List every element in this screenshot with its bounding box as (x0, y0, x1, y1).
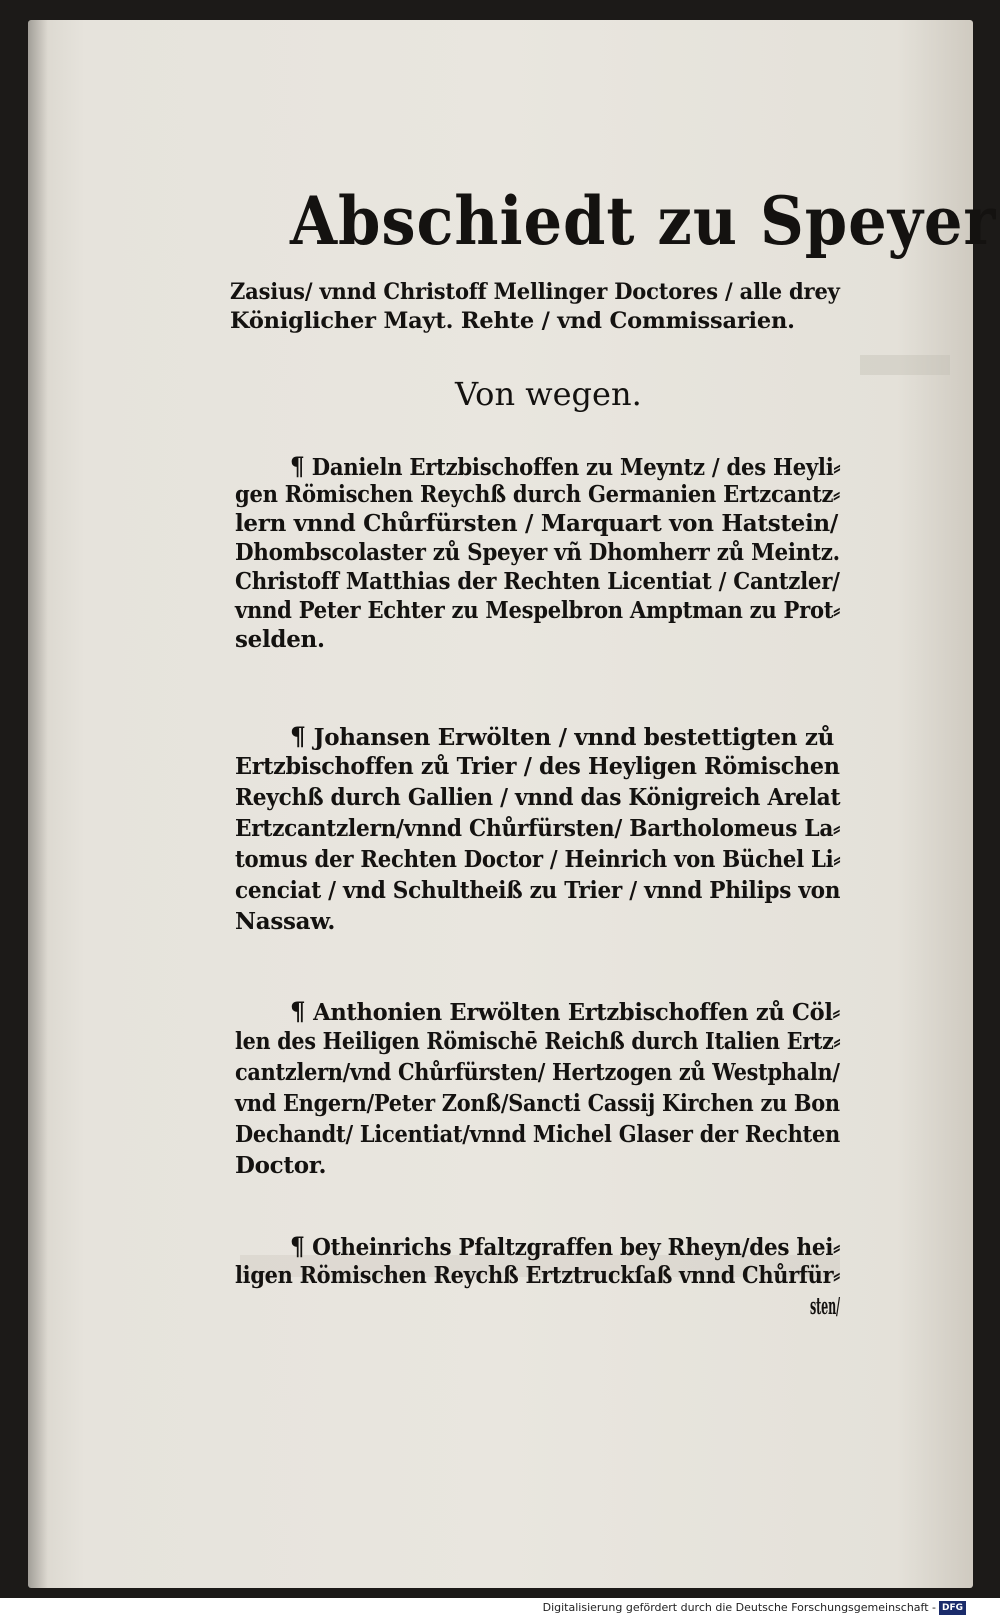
paragraph-line: Doctor. (235, 1152, 327, 1179)
dfg-logo: DFG (939, 1601, 966, 1615)
paragraph-marker: ¶ (290, 722, 306, 751)
paragraph-line: gen Römischen Reychß durch Germanien Ertzcantz⸗ (235, 481, 840, 508)
paragraph-line: cenciat / vnd Schultheiß zu Trier / vnnd Philips von (235, 877, 841, 904)
paragraph-line: Nassaw. (235, 908, 336, 935)
paragraph-line (290, 1232, 840, 1261)
paragraph-line (290, 997, 840, 1026)
paragraph-marker: ¶ (290, 452, 305, 481)
paragraph-line (290, 452, 840, 481)
footer-bar (0, 1598, 1000, 1621)
paragraph-line: Dhombscolaster zů Speyer vñ Dhomherr zů Meintz. (235, 539, 840, 566)
paragraph-marker: ¶ (290, 997, 306, 1026)
paragraph-marker: ¶ (290, 1232, 305, 1261)
paragraph-line (290, 722, 834, 751)
bleed-through-mark (860, 355, 950, 375)
paragraph-line: Ertzbischoffen zů Trier / des Heyligen Römischen (235, 753, 840, 780)
paragraph-line: vnnd Peter Echter zu Mespelbron Amptman zu Prot⸗ (235, 597, 841, 624)
paragraph-text: Johansen Erwölten / vnnd bestettigten zů (313, 724, 835, 751)
paragraph-line: lern vnnd Chůrfürsten / Marquart von Hatstein/ (235, 510, 838, 537)
running-title: Abschiedt zu Speyer (290, 182, 997, 260)
paragraph-line: Christoff Matthias der Rechten Licentiat / Cantzler/ (235, 568, 840, 595)
page-spine-shadow (28, 20, 48, 1588)
paragraph-line: len des Heiligen Römischē Reichß durch Italien Ertz⸗ (235, 1028, 841, 1055)
paragraph-line: ligen Römischen Reychß Ertztruckſaß vnnd Chůrfür⸗ (235, 1262, 840, 1289)
paragraph-line: vnd Engern/Peter Zonß/Sancti Cassij Kirchen zu Bon (235, 1090, 840, 1117)
preamble-line: Königlicher Mayt. Rehte / vnd Commissarien. (230, 308, 795, 334)
paragraph-text: Anthonien Erwölten Ertzbischoffen zů Cöl⸗ (313, 999, 840, 1026)
paragraph-line: Dechandt/ Licentiat/vnnd Michel Glaser der Rechten (235, 1121, 840, 1148)
section-heading: Von wegen. (455, 375, 642, 413)
paragraph-text: Otheinrichs Pfaltzgraffen bey Rheyn/des hei⸗ (312, 1234, 841, 1261)
paragraph-text: Danieln Ertzbischoffen zu Meyntz / des Heyli⸗ (311, 454, 841, 481)
paragraph-line: tomus der Rechten Doctor / Heinrich von Büchel Li⸗ (235, 846, 841, 873)
dfg-credit-text: Digitalisierung gefördert durch die Deutsche Forschungsgemeinschaft - (542, 1601, 936, 1614)
paragraph-line: cantzlern/vnd Chůrfürsten/ Hertzogen zů Westphaln/ (235, 1059, 840, 1086)
paragraph-line: selden. (235, 626, 325, 653)
paragraph-line: Reychß durch Gallien / vnnd das Königreich Arelat (235, 784, 841, 811)
paragraph-line: Ertzcantzlern/vnnd Chůrfürsten/ Bartholomeus La⸗ (235, 815, 841, 842)
preamble-line: Zasius/ vnnd Christoff Mellinger Doctores / alle drey (230, 279, 840, 305)
catchword: sten/ (810, 1293, 840, 1320)
